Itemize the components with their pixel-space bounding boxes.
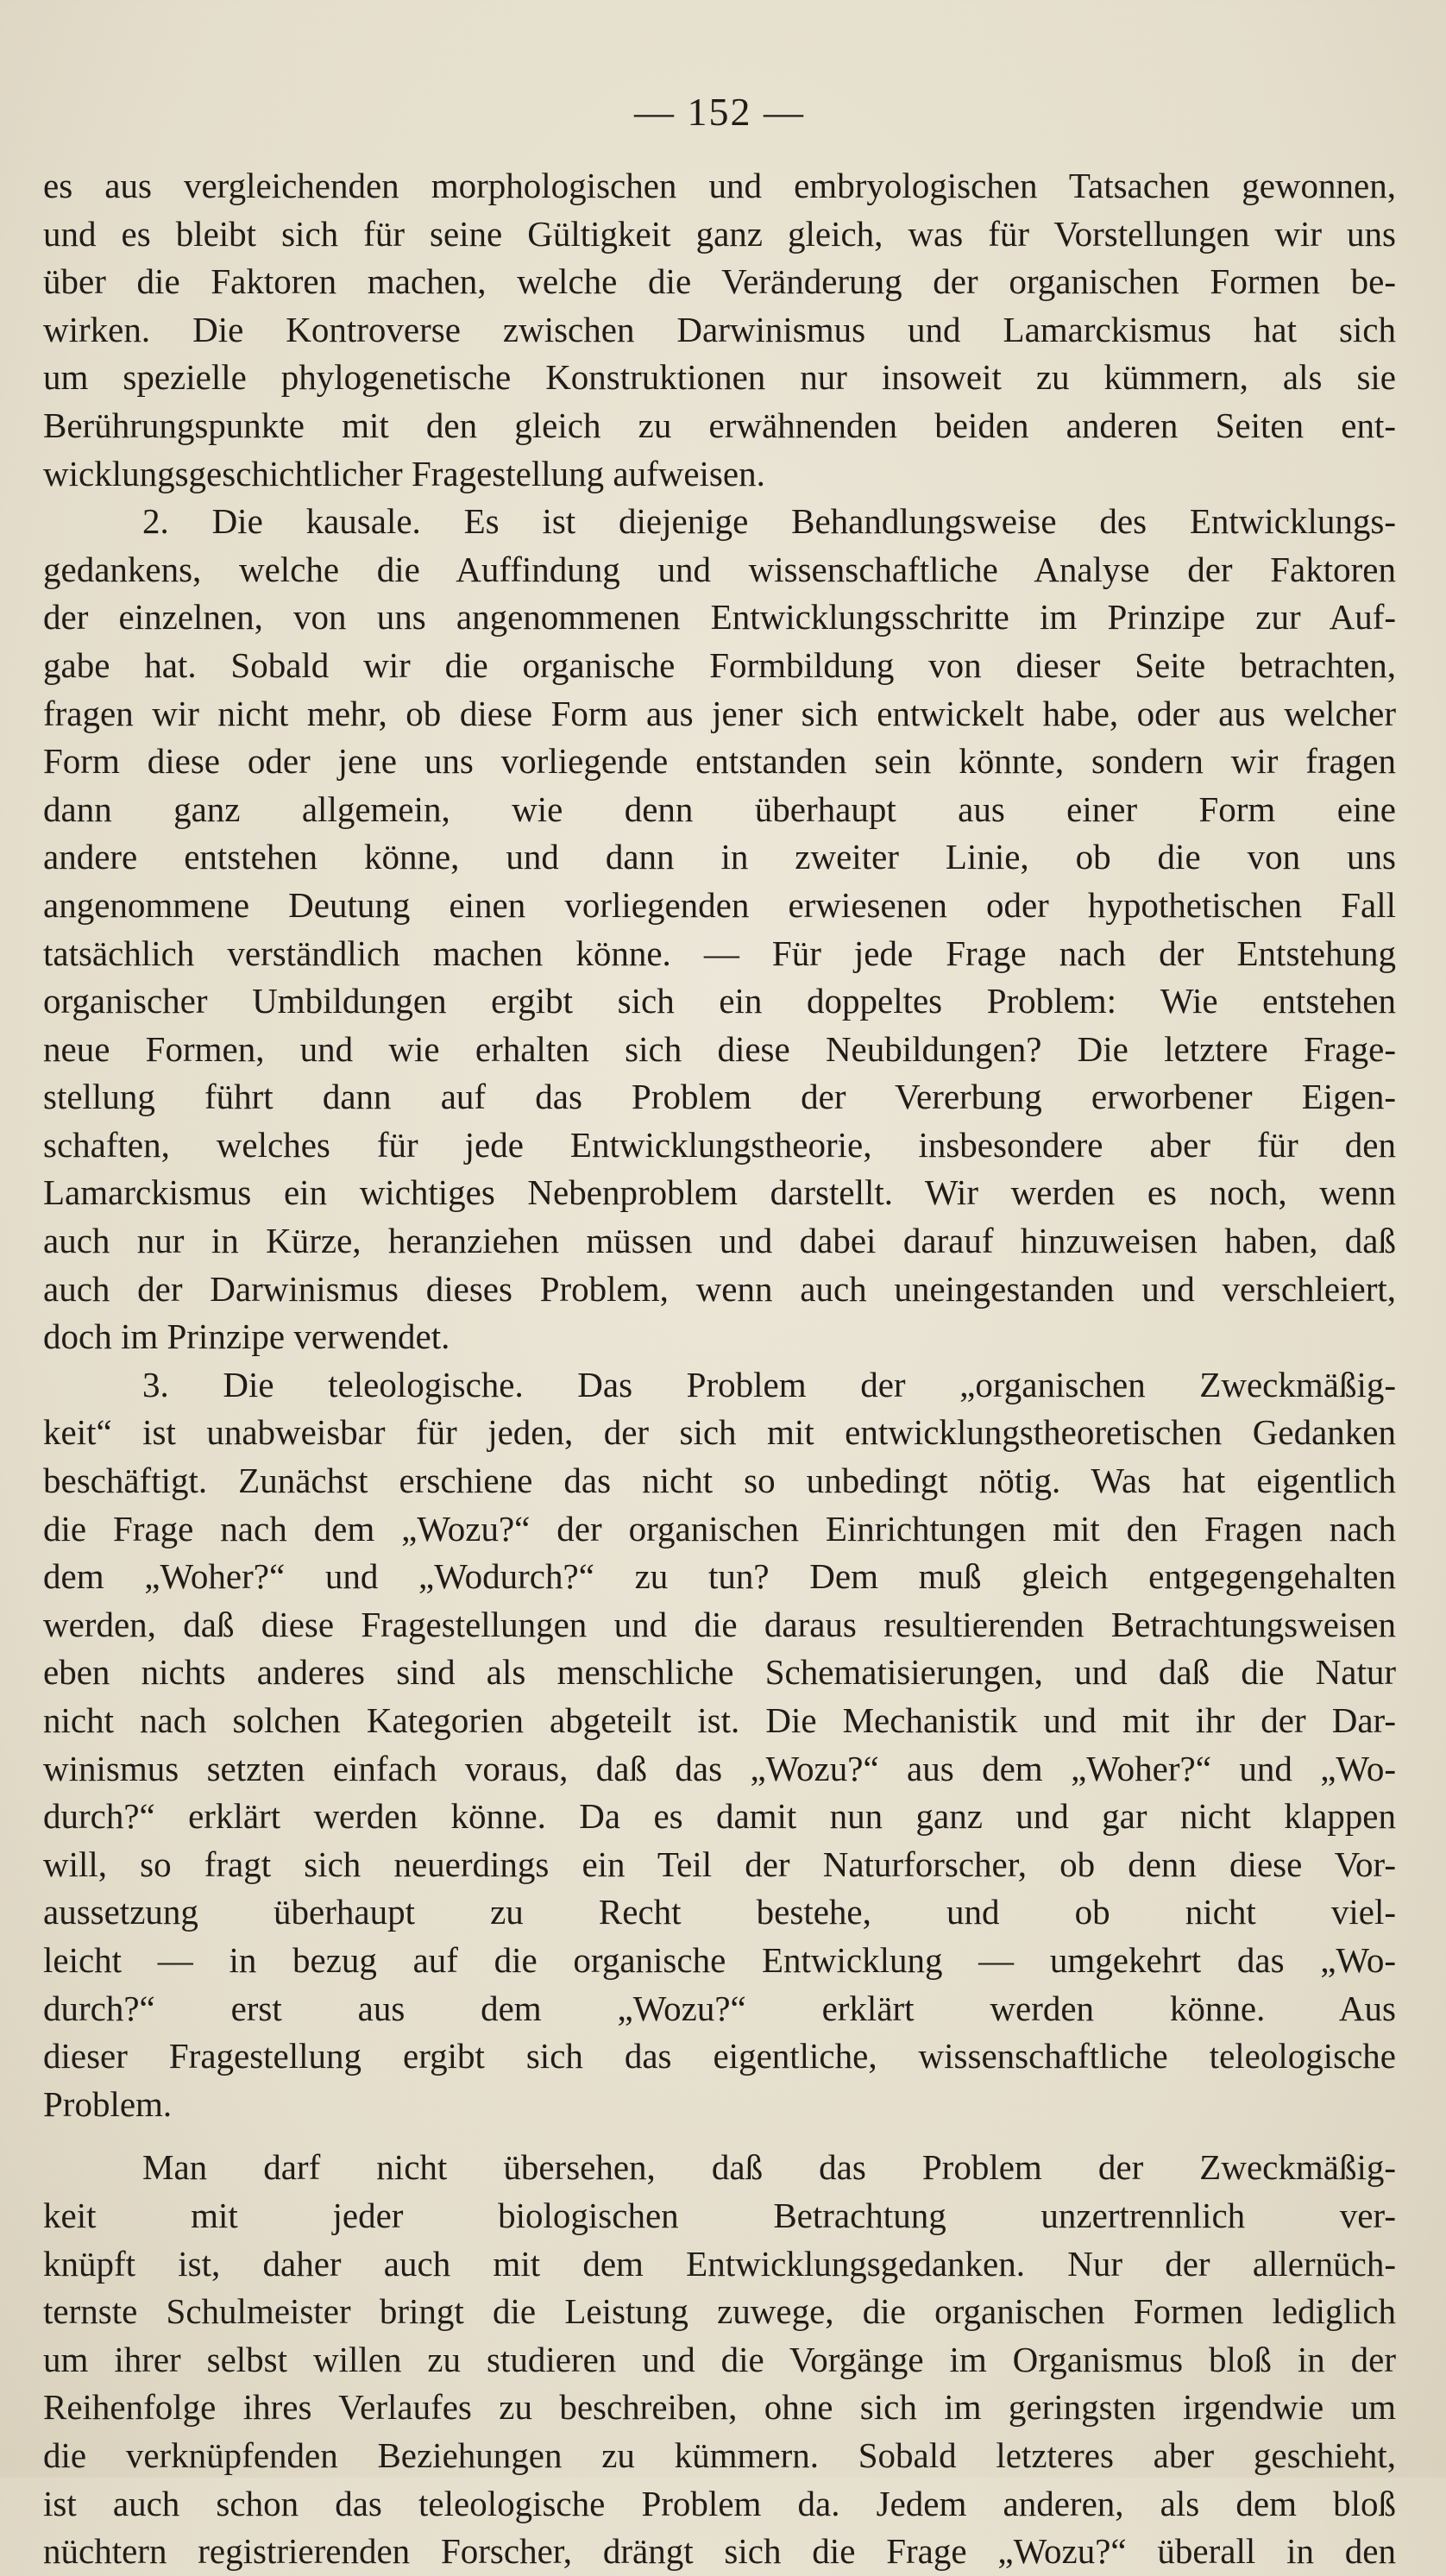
- text-line: über die Faktoren machen, welche die Veränderung der organischen Formen be-: [43, 261, 1396, 302]
- text-line: dieser Fragestellung ergibt sich das eigentliche, wissenschaftliche teleologische: [43, 2036, 1396, 2077]
- text-line: und es bleibt sich für seine Gültigkeit ganz gleich, was für Vorstellungen wir uns: [43, 213, 1396, 254]
- text-line: tatsächlich verständlich machen könne. — Für jede Frage nach der Entstehung: [43, 933, 1396, 973]
- book-page: [43, 86, 1396, 2576]
- text-line: stellung führt dann auf das Problem der Vererbung erworbener Eigen-: [43, 1077, 1396, 1117]
- text-line: ist auch schon das teleologische Problem da. Jedem anderen, als dem bloß: [43, 2483, 1396, 2523]
- text-line: doch im Prinzipe verwendet.: [43, 1316, 450, 1357]
- text-line: keit“ ist unabweisbar für jeden, der sich mit entwicklungstheoretischen Gedanken: [43, 1412, 1396, 1453]
- text-line: ternste Schulmeister bringt die Leistung zuwege, die organischen Formen lediglich: [43, 2291, 1396, 2332]
- text-line: der einzelnen, von uns angenommenen Entwicklungsschritte im Prinzipe zur Auf-: [43, 597, 1396, 638]
- text-line: gedankens, welche die Auffindung und wissenschaftliche Analyse der Faktoren: [43, 549, 1396, 589]
- text-line: angenommene Deutung einen vorliegenden erwiesenen oder hypothetischen Fall: [43, 884, 1396, 925]
- text-line: um ihrer selbst willen zu studieren und die Vorgänge im Organismus bloß in der: [43, 2339, 1396, 2379]
- text-line: um spezielle phylogenetische Konstruktionen nur insoweit zu kümmern, als sie: [43, 357, 1396, 398]
- text-line: durch?“ erst aus dem „Wozu?“ erklärt werden könne. Aus: [43, 1988, 1396, 2028]
- text-line: Man darf nicht übersehen, daß das Problem der Zweckmäßig-: [142, 2147, 1396, 2188]
- text-line: beschäftigt. Zunächst erschiene das nicht so unbedingt nötig. Was hat eigentlich: [43, 1461, 1396, 1501]
- text-line: dann ganz allgemein, wie denn überhaupt aus einer Form eine: [43, 789, 1396, 829]
- text-line: keit mit jeder biologischen Betrachtung unzertrennlich ver-: [43, 2195, 1396, 2235]
- text-line: will, so fragt sich neuerdings ein Teil der Naturforscher, ob denn diese Vor-: [43, 1844, 1396, 1884]
- text-line: knüpft ist, daher auch mit dem Entwicklungsgedanken. Nur der allernüch-: [43, 2243, 1396, 2284]
- text-line: Problem.: [43, 2083, 173, 2124]
- text-line: Form diese oder jene uns vorliegende entstanden sein könnte, sondern wir fragen: [43, 741, 1396, 782]
- text-line: wirken. Die Kontroverse zwischen Darwinismus und Lamarckismus hat sich: [43, 309, 1396, 349]
- text-line: 3. Die teleologische. Das Problem der „organischen Zweckmäßig-: [142, 1364, 1396, 1404]
- text-line: neue Formen, und wie erhalten sich diese Neubildungen? Die letztere Frage-: [43, 1028, 1396, 1069]
- text-line: durch?“ erklärt werden könne. Da es damit nun ganz und gar nicht klappen: [43, 1796, 1396, 1837]
- text-line: die verknüpfenden Beziehungen zu kümmern. Sobald letzteres aber geschieht,: [43, 2435, 1396, 2475]
- text-line: winismus setzten einfach voraus, daß das „Wozu?“ aus dem „Woher?“ und „Wo-: [43, 1748, 1396, 1788]
- text-line: dem „Woher?“ und „Wodurch?“ zu tun? Dem muß gleich entgegengehalten: [43, 1556, 1396, 1597]
- text-line: Berührungspunkte mit den gleich zu erwähnenden beiden anderen Seiten ent-: [43, 405, 1396, 445]
- text-line: schaften, welches für jede Entwicklungstheorie, insbesondere aber für den: [43, 1124, 1396, 1165]
- text-line: 2. Die kausale. Es ist diejenige Behandlungsweise des Entwicklungs-: [142, 501, 1396, 542]
- text-line: auch der Darwinismus dieses Problem, wenn auch uneingestanden und verschleiert,: [43, 1268, 1396, 1309]
- text-line: auch nur in Kürze, heranziehen müssen und dabei darauf hinzuweisen haben, daß: [43, 1221, 1396, 1261]
- text-line: Reihenfolge ihres Verlaufes zu beschreiben, ohne sich im geringsten irgendwie um: [43, 2387, 1396, 2428]
- text-line: nicht nach solchen Kategorien abgeteilt ist. Die Mechanistik und mit ihr der Dar-: [43, 1700, 1396, 1740]
- text-line: organischer Umbildungen ergibt sich ein doppeltes Problem: Wie entstehen: [43, 981, 1396, 1021]
- text-line: fragen wir nicht mehr, ob diese Form aus jener sich entwickelt habe, oder aus welcher: [43, 693, 1396, 733]
- text-line: wicklungsgeschichtlicher Fragestellung aufweisen.: [43, 453, 765, 493]
- text-line: aussetzung überhaupt zu Recht bestehe, und ob nicht viel-: [43, 1892, 1396, 1932]
- text-line: Lamarckismus ein wichtiges Nebenproblem darstellt. Wir werden es noch, wenn: [43, 1172, 1396, 1213]
- text-line: es aus vergleichenden morphologischen und embryologischen Tatsachen gewonnen,: [43, 166, 1396, 205]
- body-text: [43, 162, 1396, 2576]
- text-line: gabe hat. Sobald wir die organische Formbildung von dieser Seite betrachten,: [43, 644, 1396, 685]
- text-line: andere entstehen könne, und dann in zweiter Linie, ob die von uns: [43, 837, 1396, 877]
- text-line: werden, daß diese Fragestellungen und die daraus resultierenden Betrachtungsweisen: [43, 1604, 1396, 1644]
- text-line: leicht — in bezug auf die organische Entwicklung — umgekehrt das „Wo-: [43, 1939, 1396, 1980]
- page-number: — 152 —: [634, 90, 805, 134]
- text-line: eben nichts anderes sind als menschliche Schematisierungen, und daß die Natur: [43, 1652, 1396, 1693]
- text-line: nüchtern registrierenden Forscher, drängt sich die Frage „Wozu?“ überall in den: [43, 2531, 1396, 2572]
- text-line: die Frage nach dem „Wozu?“ der organischen Einrichtungen mit den Fragen nach: [43, 1508, 1396, 1549]
